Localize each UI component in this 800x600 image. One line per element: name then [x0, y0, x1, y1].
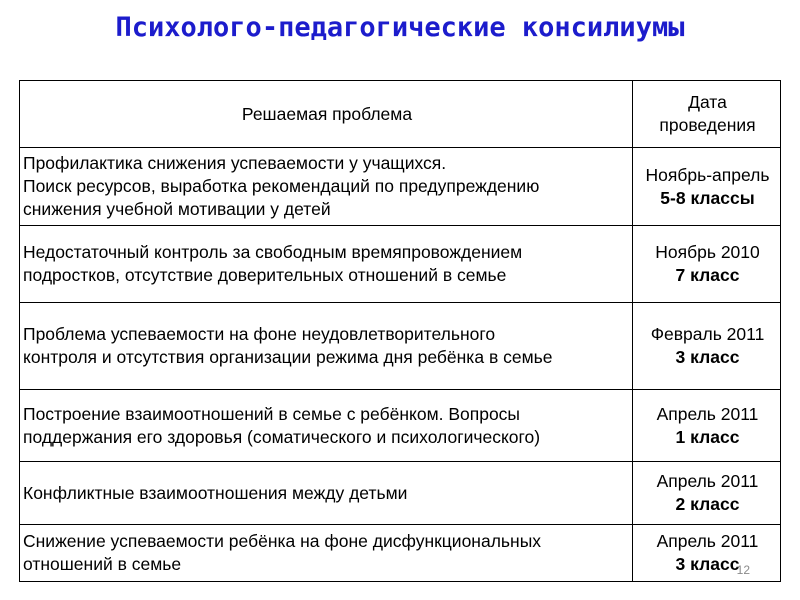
table-row	[20, 303, 781, 390]
date-cell	[633, 148, 781, 226]
problem-line: Проблема успеваемости на фоне неудовлетворительного	[23, 324, 496, 344]
header-problem: Решаемая проблема	[20, 81, 633, 148]
grade-text: 3 класс	[675, 554, 740, 574]
table-row	[20, 148, 781, 226]
table-row	[20, 525, 781, 582]
header-date	[633, 81, 781, 148]
problem-cell	[20, 303, 633, 390]
grade-text: 5-8 классы	[660, 187, 755, 208]
header-date-line2: проведения	[659, 115, 756, 135]
problem-line: поддержания его здоровья (соматического и психологического)	[23, 426, 541, 447]
date-text: Апрель 2011	[656, 531, 759, 551]
date-text: Ноябрь-апрель	[645, 164, 770, 185]
table-row	[20, 390, 781, 462]
problem-line: Поиск ресурсов, выработка рекомендаций по предупреждению	[23, 176, 540, 196]
problem-cell	[20, 390, 633, 462]
date-cell	[633, 390, 781, 462]
date-cell	[633, 525, 781, 582]
problem-line: Профилактика снижения успеваемости у учащихся.	[23, 153, 447, 173]
consilium-table	[19, 80, 781, 582]
problem-line: Снижение успеваемости ребёнка на фоне дисфункциональных	[23, 531, 542, 551]
date-text: Февраль 2011	[650, 324, 765, 344]
date-cell	[633, 462, 781, 525]
table-row	[20, 226, 781, 303]
problem-line: Конфликтные взаимоотношения между детьми	[23, 482, 408, 503]
date-cell	[633, 226, 781, 303]
page-number: 12	[736, 563, 750, 577]
table-row	[20, 462, 781, 525]
problem-line: контроля и отсутствия организации режима дня ребёнка в семье	[23, 347, 553, 367]
date-text: Апрель 2011	[656, 403, 759, 424]
problem-cell	[20, 462, 633, 525]
problem-line: Построение взаимоотношений в семье с ребёнком. Вопросы	[23, 403, 521, 424]
table-header-row	[20, 81, 781, 148]
grade-text: 3 класс	[675, 347, 740, 367]
grade-text: 2 класс	[675, 494, 740, 514]
date-text: Апрель 2011	[656, 471, 759, 491]
date-cell	[633, 303, 781, 390]
problem-cell	[20, 148, 633, 226]
grade-text: 7 класс	[675, 265, 740, 285]
problem-line: снижения учебной мотивации у детей	[23, 199, 331, 219]
problem-line: отношений в семье	[23, 554, 182, 574]
grade-text: 1 класс	[675, 426, 740, 447]
problem-line: подростков, отсутствие доверительных отношений в семье	[23, 265, 507, 285]
problem-cell	[20, 226, 633, 303]
header-date-line1: Дата	[688, 92, 727, 112]
slide-title: Психолого-педагогические консилиумы	[115, 12, 685, 43]
date-text: Ноябрь 2010	[655, 242, 760, 262]
problem-line: Недостаточный контроль за свободным времяпровождением	[23, 242, 523, 262]
problem-cell	[20, 525, 633, 582]
